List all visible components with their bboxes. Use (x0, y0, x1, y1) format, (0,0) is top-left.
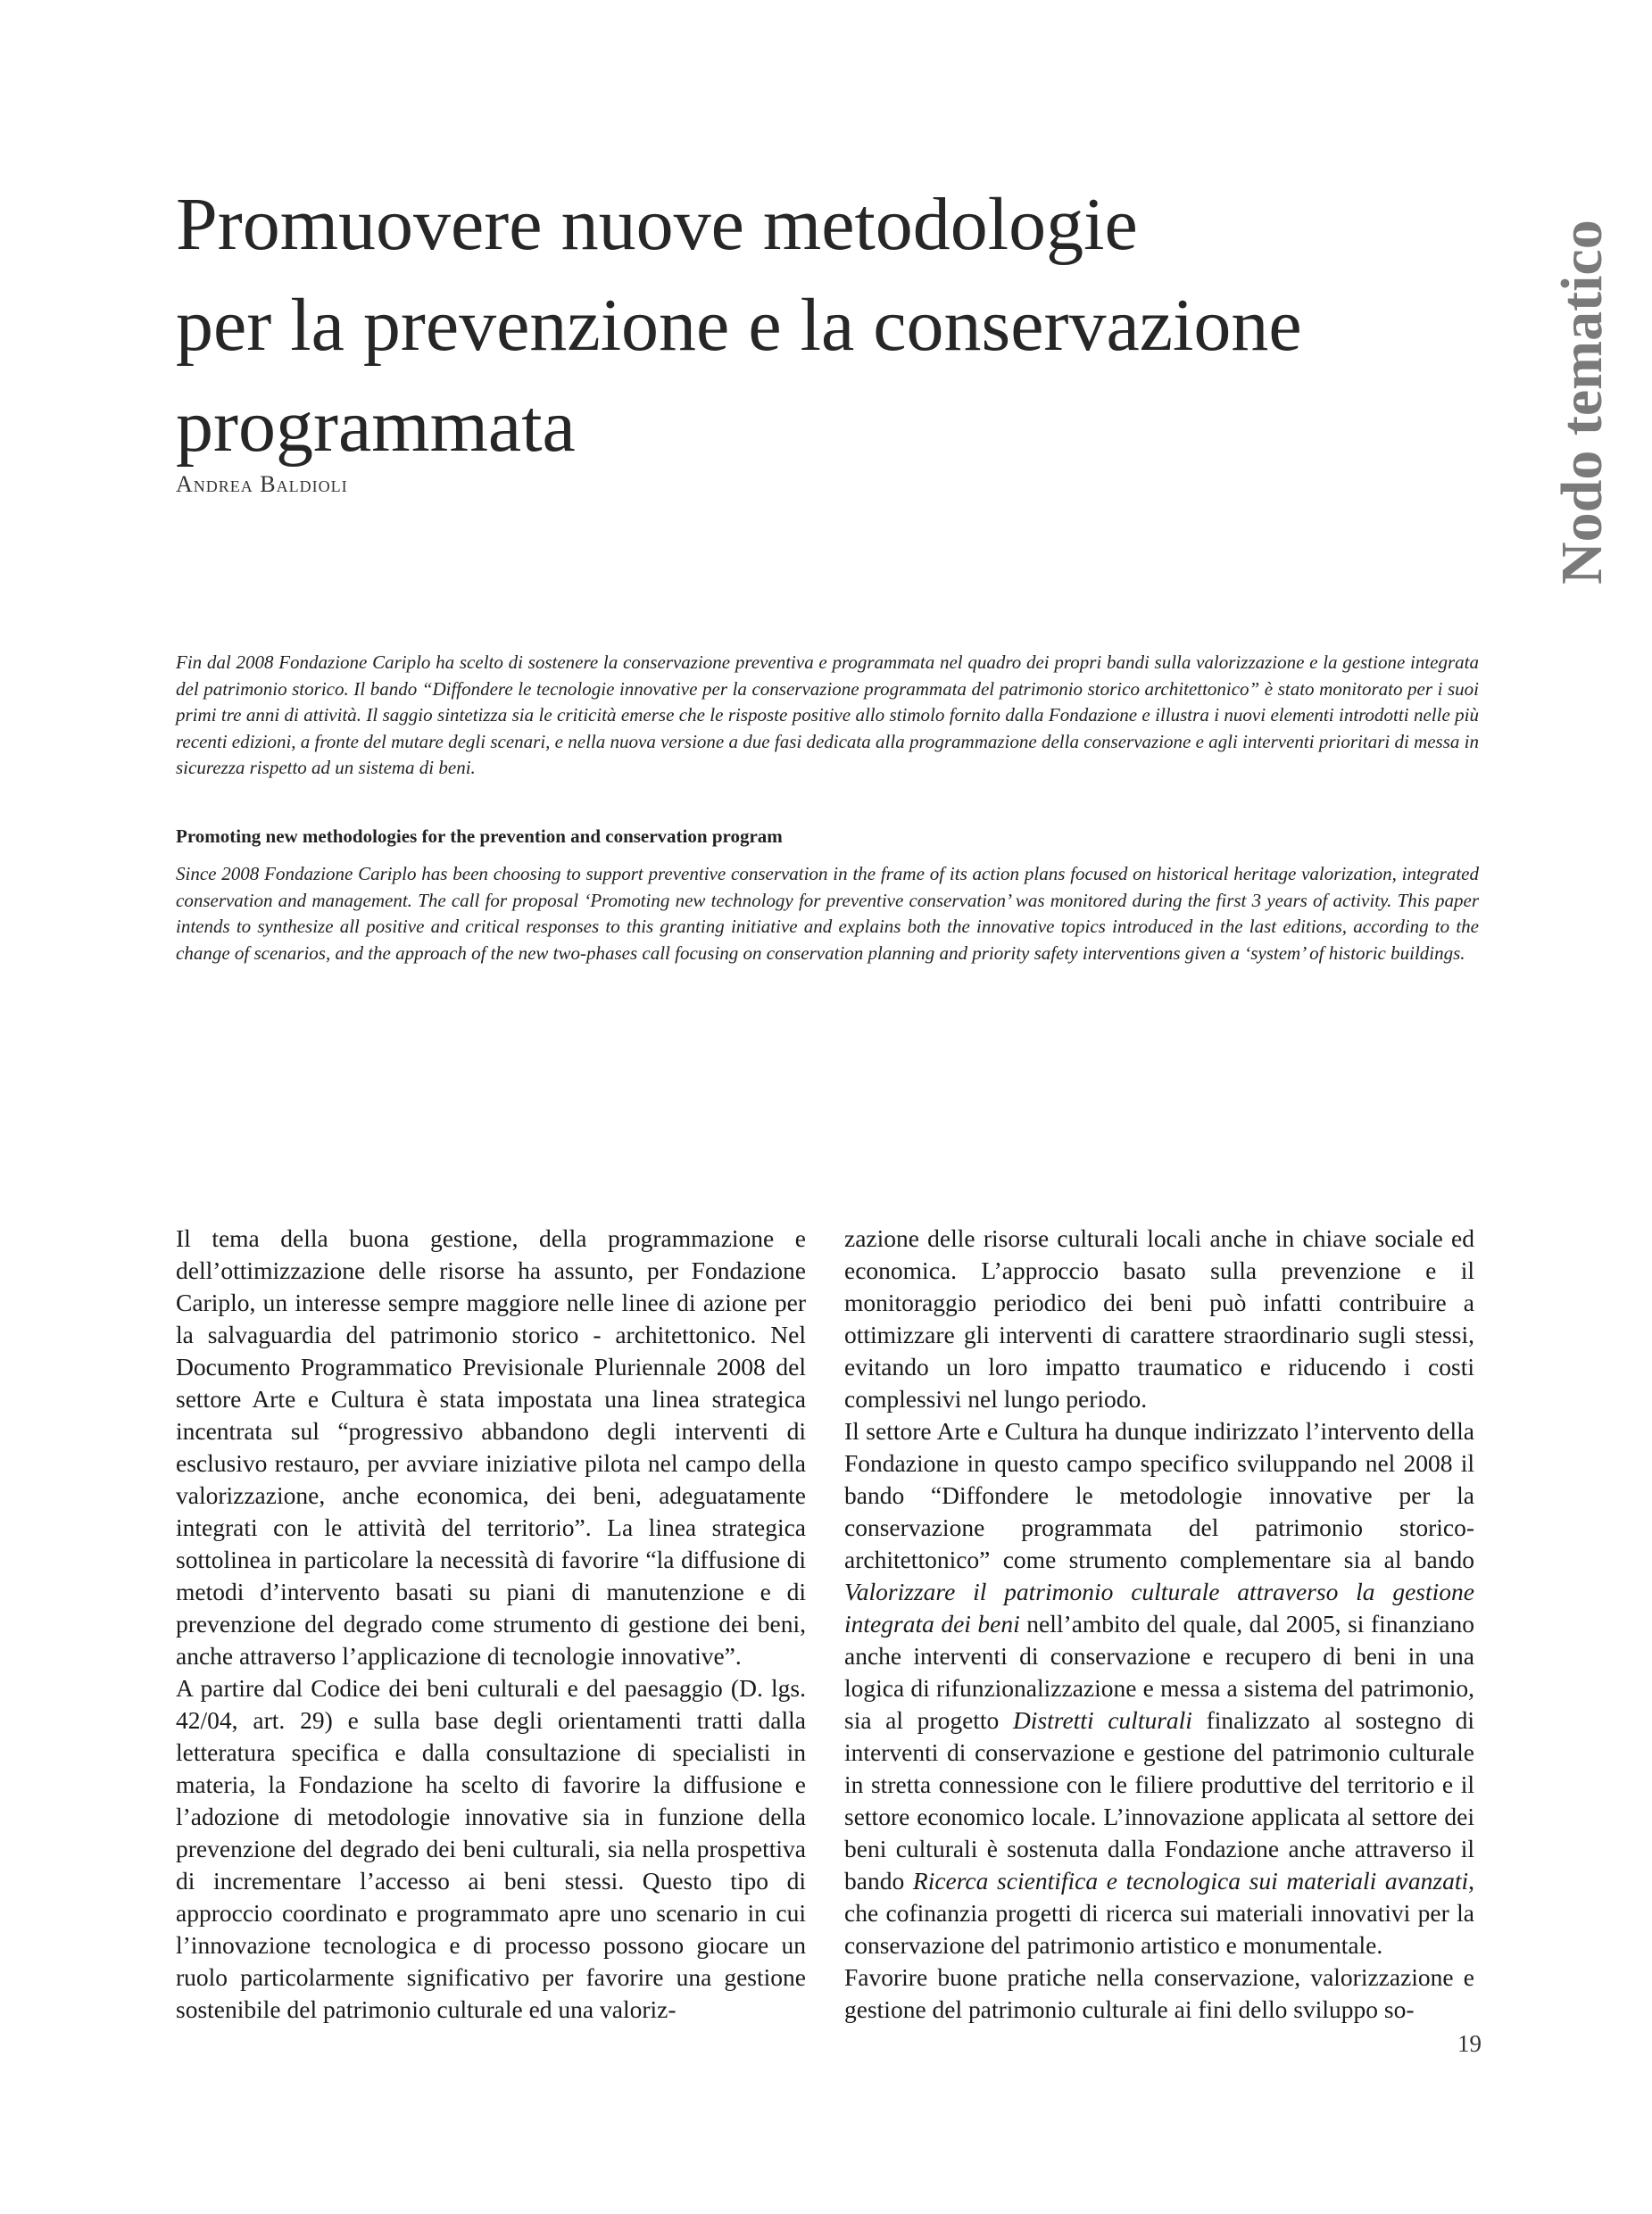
body-column-left (176, 1223, 806, 2026)
body-paragraph: zazione delle risorse culturali locali anche in chiave sociale ed economica. L’approccio basato sulla prevenzione e il monitoraggio periodico dei beni può infatti contribuire a ottimizzare gli interventi di carattere straordinario sugli stessi, evitando un loro impatto traumatico e riducendo i costi complessivi nel lungo periodo. (844, 1224, 1474, 1413)
italic-title: Valorizzare il patrimonio culturale attraverso la gestione integrata dei beni (844, 1578, 1474, 1638)
title-line: programmata (176, 385, 576, 468)
title-line: Promuovere nuove metodologie (176, 183, 1138, 266)
section-side-label: Nodo tematico (1549, 220, 1615, 585)
body-paragraph: Favorire buone pratiche nella conservazione, valorizzazione e gestione del patrimonio culturale ai fini dello sviluppo so- (844, 1963, 1474, 2023)
body-paragraph (844, 1415, 1474, 1961)
body-paragraph: A partire dal Codice dei beni culturali e del paesaggio (D. lgs. 42/04, art. 29) e sulla base degli orientamenti tratti dalla letteratura specifica e dalla consultazione di specialisti in materia, la Fondazione ha scelto di favorire la diffusione e l’adozione di metodologie innovative sia in funzione della prevenzione del degrado dei beni culturali, sia nella prospettiva di incrementare l’accesso ai beni stessi. Questo tipo di approccio coordinato e programmato apre uno scenario in cui l’innovazione tecnologica e di processo possono giocare un ruolo particolarmente significativo per favorire una gestione sostenibile del patrimonio culturale ed una valoriz- (176, 1674, 806, 2023)
text-run: finalizzato al sostegno di interventi di conservazione e gestione del patrimonio culturale in stretta connessione con le filiere produttive del territorio e il settore economico locale. L’innovazione applicata al settore dei beni culturali è sostenuta dalla Fondazione anche attraverso il bando (844, 1706, 1475, 1895)
italic-title: Distretti culturali (1012, 1706, 1192, 1734)
italic-title: Ricerca scientifica e tecnologica sui materiali avanzati (912, 1867, 1469, 1895)
body-column-right (844, 1223, 1474, 2026)
text-run: Il settore Arte e Cultura ha dunque indirizzato l’intervento della Fondazione in questo campo specifico sviluppando nel 2008 il bando “Diffondere le metodologie innovative per la conservazione programmata del patrimonio storico- architettonico” come strumento complementare sia al bando (844, 1417, 1474, 1573)
title-line: per la prevenzione e la conservazione (176, 284, 1302, 367)
page-number: 19 (1457, 2030, 1482, 2057)
abstract-english: Since 2008 Fondazione Cariplo has been choosing to support preventive conservation in the frame of its action plans focused on historical heritage valorization, integrated conservation and management. The call for proposal ‘Promoting new technology for preventive conservation’ was monitored during the first 3 years of activity. This paper intends to synthesize all positive and critical responses to this granting initiative and explains both the innovative topics introduced in the last editions, according to the change of scenarios, and the approach of the new two-phases call focusing on conservation planning and priority safety interventions given a ‘system’ of historic buildings. (176, 863, 1479, 964)
abstract-italian: Fin dal 2008 Fondazione Cariplo ha scelto di sostenere la conservazione preventiva e programmata nel quadro dei propri bandi sulla valorizzazione e la gestione integrata del patrimonio storico. Il bando “Diffondere le tecnologie innovative per la conservazione programmata del patrimonio storico architettonico” è stato monitorato per i suoi primi tre anni di attività. Il saggio sintetizza sia le criticità emerse che le risposte positive allo stimolo fornito dalla Fondazione e illustra i nuovi elementi introdotti nelle più recenti edizioni, a fronte del mutare degli scenari, e nella nuova versione a due fasi dedicata alla programmazione della conservazione e agli interventi prioritari di messa in sicurezza rispetto ad un sistema di beni. (176, 651, 1479, 778)
article-title (176, 174, 1515, 477)
english-title: Promoting new methodologies for the prevention and conservation program (176, 825, 783, 847)
text-run: , che cofinanzia progetti di ricerca sui materiali innovativi per la conservazione del patrimonio artistico e monumentale. (844, 1867, 1474, 1959)
author-name: Andrea Baldioli (176, 471, 348, 497)
body-paragraph: Il tema della buona gestione, della programmazione e dell’ottimizzazione delle risorse ha assunto, per Fondazione Cariplo, un interesse sempre maggiore nelle linee di azione per la salvaguardia del patrimonio storico - architettonico. Nel Documento Programmatico Previsionale Pluriennale 2008 del settore Arte e Cultura è stata impostata una linea strategica incentrata sul “progressivo abbandono degli interventi di esclusivo restauro, per avviare iniziative pilota nel campo della valorizzazione, anche economica, dei beni, adeguatamente integrati con le attività del territorio”. La linea strategica sottolinea in particolare la necessità di favorire “la diffusione di metodi d’intervento basati su piani di manutenzione e di prevenzione del degrado come strumento di gestione dei beni, anche attraverso l’applicazione di tecnologie innovative”. (176, 1224, 806, 1670)
text-run: nell’ambito del quale, dal 2005, si finanziano anche interventi di conservazione e recupero di beni in una logica di rifunzionalizzazione e messa a sistema del patrimonio, sia al progetto (844, 1610, 1474, 1734)
